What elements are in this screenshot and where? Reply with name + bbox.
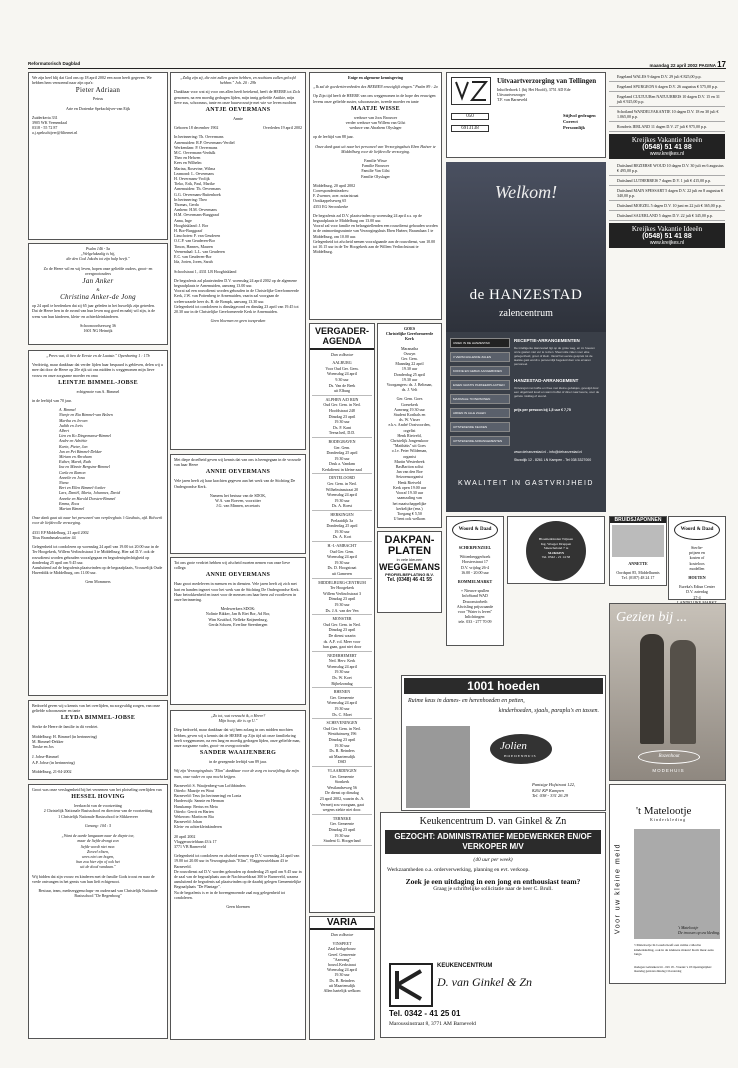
agenda-item: VLAARDINGEN Ger. Gemeente Sionkerk Westlandseweg 56 De dienst op dinsdag 23 april 2002, waarin ds. A. Vermeij zou voorgaan, gaat wegens ziekte niet door. bbox=[312, 767, 372, 815]
agenda-item: BODEGRAVEN Ger. Gem. Donderdag 25 april 19.30 uur Druk a. Vandam Kerkdienst in kleine zaal bbox=[312, 438, 372, 475]
woord-daad-houten: Woord & Daad Sterfte- prijzen en kosten of kosteloos modellen HOUTEN Eureka's Ediun Center D.V. zaterdag 27-4 bbox=[668, 516, 726, 600]
agenda-title: VERGADER-AGENDA bbox=[310, 324, 374, 350]
bloemen-ad: Bloemenbinden Trijssen Ing. Woeger Druppen Sinescheland 7 te SLIKKEN Tel. 0342 - 21 14 58 bbox=[507, 516, 605, 584]
hanzestad-feature: UNIEK IN DE HANZESTAD bbox=[450, 338, 510, 348]
obituary-waaijenberg: „Zo tot, wat verzacht ik, o Heere? Mijn hoop, die is op U." Diep bedroefd, maar dankbaar dat wij hem zolang in ons midden mochten hebben, geven wij u kennis dat de HEERE op Zijn tijd uit onze familiekring heeft weggenomen, na een lang en moedig gedragen lijden, onze geliefde man, onze zorgzame vader, groot- en overgrootvader SANDER WAAIJENBERG in de gezegende leeftijd van 89 jaar. Wij zijn Verzorgingshuis "Elim" dankbaar voor de zorg en toewijding die mijn man, onze vader en opa mocht krijgen. Barneveld: S. Waaijenberg-van Lofthbinders Otterlo: Maartje en Wout Barneveld: Teus (in herinnering) en Lonia Harderwijk: Sannie en Herman Hanskamp: Bertus en Meta Otterlo: Gerrit en Harten Wekerom: Martin en Ria Barneveld: Johan Klein- en achterkleinkinderen 20 april 2002 Vlaggeruwielduan 43 k 17 3771 VB Barneveld Gelegenheid tot condoleren en afscheid nemen op D.V. woensdag 24 april van 19.00 tot 20.00 uur in Verzorgingshuis "Elim", Vlaggeruwielduan 43 te Barneveld. De rouwdienst zal D.V. worden gehouden op donderdag 25 april om 9.45 uur in de zaal van de begraafplaats aan de Nachtsweldraat 300 te Barneveld, waarna aansluitend de begrafenis zal plaatsvinden op de daarbij gelegen Gemeentelijke Begraafplaats "De Plantage". Na de begrafenis is er in de bovengenoemde zaal nog gelegenheid tot condoleren. Geen bloemen bbox=[170, 710, 306, 1040]
travel-item: Engeland SPURGEON 6 dagen D.V. 26 augustus € 575,00 p.p. bbox=[609, 82, 725, 92]
obituary-bimmel: „Prees wat, ik ben de Eerste en de Laatste." Openbaring 1 : 17b Verdrietig, maar dankbaar dat verder lijden haar bespaard is gebleven, delen wij u mee dat door de Heere op 20e rijk uit ons midden is weggenomen mijn lieve vrouw en onze zorgzame moeder en oma LEINTJE BIMMEL-JOBSE echtgenote van A. Bimmel in de leeftijd van 70 jaar. A. Bimmel Nienje en Ria Bimmel-van Belzen Martha en Jeroen Judith en Joris Albert Lien en Ko Dingemanse-Bimmel Andre en Adriëtte Karin, Pieter, Jan Jan en Pei Bimmel-Dekker Miriam en Abraham Esther, Marek, Ruth Ina en Minnie Bergstra-Bimmel Carla en Ramon Annelie en Jona Niena Bert en Ellen Bimmel-Jonker Lars, Daniël, Maria, Johannes, David Anneke en Harold Dorsten-Bimmel Emma, Roos Marian Bimmel Onze dank gaat uit naar het personeel van verpleeghuis 't Gasthuis, afd. Bolwerk voor de liefdevolle verzorging. 4331 EP Middelburg, 21 april 2002 Titus Brandsmakwartier 44 Gelegenheid tot condoleren op woensdag 24 april van 19.00 tot 20.00 uur in de Ter Hoogekerk, Willem Verlinchstraat 3 te Middelburg. Hier zal D.V. ook de rouwdienst worden gehouden voorafgegaan en begrafenisplechtigheid op donderdag 25 april om 9.45 uur. Aansluitend zal de begrafenis plaatsvinden op de begraafplaats, Vrouwelijk Oude Havenblik te Middelburg, om 11.00 uur. Gem Mommers bbox=[28, 350, 168, 696]
agenda-item: DINTELOORD Ger. Gem. in Ned. Wilhelminastraat 20 Woensdag 24 april 19.30 uur Ds. A. Roest bbox=[312, 474, 372, 511]
page-header bbox=[28, 60, 726, 69]
travel-item: Duitsland MAIN SPESSART 5 dagen D.V. 22 juli en 8 augustus € 340,00 p.p. bbox=[609, 186, 725, 201]
agenda-item: MONSTER Oud Ger. Gem. in Ned. Dinsdag 23 april De dienst waarin ds. A.F. v.d. Meer voor hun gaan, gaat niet door bbox=[312, 615, 372, 652]
child-name: Pieter Adriaan bbox=[75, 86, 121, 95]
agenda-item: ALPHEN A/D RIJN Oud Ger. Gem. in Ned. Hoofdstraat 248 Dinsdag 23 april 19.30 uur Ds. F. Kant Teena heil, D.D. bbox=[312, 396, 372, 438]
child-photo bbox=[406, 726, 470, 808]
keukencentrum-heading: Keukencentrum D. van Ginkel & Zn bbox=[419, 816, 567, 827]
hanzestad-features bbox=[450, 338, 510, 450]
hanzestad-feature: MAXIMALE 70 PERSONEN bbox=[450, 394, 510, 404]
keukencentrum-ad: Keukencentrum D. van Ginkel & Zn GEZOCHT: ADMINISTRATIEF MEDEWERKER EN/OF VERKOPER M/V (40 uur per week) Werkzaamheden o.a. orderverwerking, planning en evt. verkoop. Zoek je een uitdaging in een jong en enthousiast team? Graag je schriftelijke sollicitatie naar de heer C. Brull. KEUKENCENTRUM D. van Ginkel & Zn Tel. 0342 - 41 25 01 Maroussinstraat 8, 3771 AM Barneveld bbox=[380, 812, 606, 1038]
girl-photo bbox=[634, 829, 720, 939]
obituary-annie-sdok: Met diepe droefheid geven wij kennis dat van ons is heengegaan in de vrouwde van haar Heere ANNIE OEVERMANS Vele jaren heeft zij haar krachten gegeven aan het werk van de Stichting De Ondergrondse Kerk. Namens het bestuur van de SDOK, W.A. van Boeven, voorzitter J.G. van Minnen, secretaris bbox=[170, 454, 306, 554]
hanzestad-feature: KOFFIE EN GEBAK AANGEBODEN bbox=[450, 366, 510, 376]
anniversary-announcement: Psalm 146 - 5a „Welgelukzalig is hij, die den God Jakobs tot zijn hulp heeft." Zo de Heere wil en wij leven, hopen onze geliefde ouders, groot- en overgrootouders Jan Anker & Christina Anker-de Jong op 24 april te herdenken dat zij 65 jaar geleden in het huwelijk zijn getreden. Dat de Heere hen in de avond van hun leven nog goed en nabij wil zijn, is de wens van hun kinderen, klein- en achterkleinkinderen. Schoonoordsesweg 36 1601 NG Heinrijk bbox=[28, 243, 168, 345]
model-figure-2 bbox=[670, 640, 696, 744]
matelootje-ad: 't Matelootje Kinderkleding Voor uw kleine meid 't Matelootje De troosen op uw kleding. 't Matelootje In Gouda heeft een ruime collectie kinderkleding, ook in de kleinere maten! Kom maar eens langs. Oudegen Gebruikers bit - 045 18 - Vrueder 's 18 Openingstijden: maandag gesloten dinsdag t/m zaterdag bbox=[609, 784, 726, 984]
agenda-item: AALBURG Voor Oud Ger. Gem. Woensdag 24 april 9.30 uur Ds. Van de Beek uit Elburg bbox=[312, 359, 372, 396]
travel-item: Engeland WALES 9 dagen D.V. 29 juli € 825,00 p.p. bbox=[609, 72, 725, 82]
page-info: maandag 22 april 2002 PAGINA 17 bbox=[649, 60, 726, 69]
travel-list-2 bbox=[609, 161, 725, 221]
vacancy-banner: GEZOCHT: ADMINISTRATIEF MEDEWERKER EN/OF VERKOPER M/V bbox=[385, 830, 601, 854]
hanzestad-name: de HANZESTAD bbox=[469, 287, 583, 303]
birth-announcement: We zijn heel blij dat God ons op 18 april 2002 een zoon heeft gegeven. We hebben hem vernoemd naar zijn opa's: Pieter Adriaan Petrus Arie en Dorienke Spekschijver-van Eijk Zuiderkeria 331 3905 WK Veenendaal 0318 - 55 72 87 a.j.spekschijver@filternet.nl bbox=[28, 72, 168, 240]
woord-daad-scherpenzeel: Woord & Daad SCHERPENZEEL Wittenberggerhoek Horsterstraat 17 D.V. vrijdag 26-4 16.00 - 20.00 uur ROMMELMARKT + Nieuwe spullen InfoStand WAD Draconstorbeth Afwisling prijswaande voor "Water is leven" Inlichtingen: tele. 033 - 277 70 09 bbox=[446, 516, 504, 646]
varia-box: VARIA Dan volksrtar VINSPEET Zaal kerkgebouw Geref. Gemeente "Aanvang" bouwl.Kerkstraat Woensdag 24 april 19.30 uur Ds. B. Reinders uit Maartensdijk Allen hartelijk welkom bbox=[309, 916, 375, 1040]
page-number: 17 bbox=[717, 60, 726, 69]
deceased-name: LEINTJE BIMMEL-JOBSE bbox=[58, 379, 138, 386]
agenda-list bbox=[310, 359, 374, 846]
welkom-text: Welkom! bbox=[494, 182, 558, 202]
kreijkes-ad bbox=[609, 72, 725, 512]
gezien-bij-ad: Gezien bij ... Rozenhout MODEHUIS bbox=[609, 603, 726, 781]
kreijkes-brand: Kreijkes Vakantie Ideeën (0548) 51 41 88 www.kreijkes.nl bbox=[609, 134, 725, 159]
travel-item: Schotland WANDELVAKANTIE 10 dagen D.V. 18 en 30 juli € 1.065,00 p.p. bbox=[609, 107, 725, 122]
travel-item: Rondreis IERLAND 11 dagen D.V. 27 juli € 975,00 p.p. bbox=[609, 122, 725, 132]
agenda-item: NEDERHEMERT Ned. Herv. Kerk Woensdag 24 april 19.30 uur Ds. W. Koet Bijbelzondag bbox=[312, 652, 372, 689]
keukencentrum-logo bbox=[389, 963, 433, 1007]
model-figure-1 bbox=[640, 634, 664, 744]
travel-item: Duitsland MOEZEL 5 dagen D.V. 10 juni en 22 juli € 365,00 p.p. bbox=[609, 201, 725, 211]
agenda-item: TERNEKE Ger. Gemeente Dinsdag 23 april 19.30 uur Student G. Hoogerland bbox=[312, 815, 372, 846]
goes-event: GOES Christelijke Gereformeerde Kerk Maranatha Ouwyn Ger. Gem. Maandag 22 april 19.30 uur Donderdag 25 april 19.30 uur Voorgangers: ds. J. Beltman, ds. J. Velt Ger. Gem. Goes Goesekerk Aanvang 19.30 uur Student Korthals en ds. W. Visser e.k.v. André Oostvoorden, orgelist Henk Rietveld, Christelijk Jongenskoor "Matthäüs" uit Goes o.l.v. Peter Wildeman, organist Martin Westerbeek BasBariton solist Jan van den Boe Seizoensorganist Henk Rietveld Kerk open 19.00 uur Vooraf 19.30 uur saamzaling van het maatschappelijke kerkelijke (enz.) Toegang € 5,50 U bent ook welkom bbox=[377, 323, 442, 528]
obituary-leyda: Bedroefd geven wij u kennis van het overlijden, na zorgvuldig zorgen, van onze geliefde schoonzuster en tante LEYDA BIMMEL-JOBSE Sterke de Heere de familie in dit verdriet. Middelburg: H. Bimmel (in herinnering) M. Bimmel-Dekker Tinske en Jos J. Jobse-Bimmel A.P. Jobse (in herinnering) Middelburg, 21-04-2002 bbox=[28, 700, 168, 780]
obituary-hoving: Groot was onze verslagenheid bij het vernemen van het plotseling overlijden van HESSEL HOVING leerkracht van de voortzetting 2 Christelijk Nationale Basisschool en directeur van de voortzetting 1 Christelijk Nationale Basisschool te Slikkerveer Genang: 104 : 5 „Want de aarde langzaam naar de diepte toe, maar de liefde drongt zon liefde wordt niet moe. Zoveel elisen, wees niet om bogen, hun zou hier zijn of ook het uit de dood vandaan." Wij bidden dat zijn vrouw en kinderen met de familie Gods troost en naar de vrede ontvangen in het gemis van hun lieft echtgenoot. Bestuur, team, medezeggenschaps- en ouderraad van Christelijk Nationale Basisschool "De Regenboog" bbox=[28, 784, 168, 1039]
agenda-item: RHENEN Ger. Gemeente Woensdag 24 april 19.30 uur Ds. C. Moet bbox=[312, 688, 372, 719]
tellingen-ad: Uitvaartverzorging van Tellingen Inhofferhoek 1 (bij Het Hoofd), 3751 AD Ede Uitvaartverzorger T.F. van Barneveld 050 6913138 Stijlvol gedragen Correct Persoonlijk bbox=[446, 72, 606, 158]
newspaper-title: Reformatorisch Dagblad bbox=[28, 61, 81, 66]
travel-item: Duitsland LUTHERREIS 7 dagen D.V. 1 juli € 415,00 p.p. bbox=[609, 176, 725, 186]
meeting-agenda: VERGADER-AGENDA Dan volksrtar AALBURG Voor Oud Ger. Gem. Woensdag 24 april 9.30 uur Ds. Van de Beek uit Elburg ALPHEN A/D RIJN Oud Ger. Gem. in Ned. Hoofdstraat 248 Dinsdag 23 april 19.30 uur Ds. F. Kant Teena heil, D.D. BODEGRAVEN Ger. Gem. Donderdag 25 april 19.30 uur Druk a. Vandam Kerkdienst in kleine zaal DINTELOORD Ger. Gem. in Ned. Wilhelminastraat 20 Woensdag 24 april 19.30 uur Ds. A. Roest HERKINGEN Prelaatdijk 3a Donderdag 25 april 19.30 uur Ds. A. Kort H.-I.-AMBACHT Oud Ger. Gem. Woensdag 24 april 19.30 uur Ds. D. Hoogstraat uit Gameren MIDDELBURG-CENTRUM Ter Hoogekerk Willem Verlinchstraat 3 Dinsdag 23 april 19.30 uur Ds. J.A. van der Ven MONSTER Oud Ger. Gem. in Ned. Dinsdag 23 april De dienst waarin ds. A.F. v.d. Meer voor hun gaan, gaat niet door NEDERHEMERT Ned. Herv. Kerk Woensdag 24 april 19.30 uur Ds. W. Koet Bijbelzondag RHENEN Ger. Gemeente Woensdag 24 april 19.30 uur Ds. C. Moet SCHEVENINGEN Oud Ger. Gem. in Ned. Westduinweg 196 Dinsdag 23 april 19.30 uur Ds. R. Reinders uit Maartensdijk DSD VLAARDINGEN Ger. Gemeente Sionkerk Westlandseweg 56 De dienst op dinsdag 23 april 2002, waarin ds. A. Vermeij zou voorgaan, gaat wegens ziekte niet door. TERNEKE Ger. Gemeente Dinsdag 23 april 19.30 uur Student G. Hoogerland bbox=[309, 323, 375, 913]
obituary-annie-colleagues: Tot ons grote verdriet hebben wij afscheid moeten nemen van onze lieve collega ANNIE OEVERMANS Haar groot medeleven in mensen en in diensten. Vele jaren heeft zij zich met hart en handen ingezet voor het werk van de Stichting De Ondergrondse Kerk. Haar betrokkenheid en inzet voor de mensen om haar heen zal voortleven in onze herinnering. Medewerkers SDOK: Nolinie Bikker, Jan & Riet Bor, Ad Bor, Wim Kruithof, Nelleke Knijnenburg, Gerda Schoen, Everline Steenbergen bbox=[170, 557, 306, 705]
agenda-item: SCHEVENINGEN Oud Ger. Gem. in Ned. Westduinweg 196 Dinsdag 23 april 19.30 uur Ds. R. Reinders uit Maartensdijk DSD bbox=[312, 719, 372, 767]
bruidsjaponnen-ad: BRUIDSJAPONNEN ANNETTE Oordspnt 85, Middelharnis Tel. (0187) 48 24 17 bbox=[609, 516, 667, 586]
hanzestad-ad: Welkom! de HANZESTAD zalencentrum UNIEK IN DE HANZESTAD 3 VERSCHILLENDE ZALEN KOFFIE EN GEBAK AANGEBODEN EIGEN GRATIS PARKEERPLAATSEN MAXIMALE 70 PERSONEN ARKEN IN ALLE ZALEN UITSTEKENDE KEUKEN UITSTEKENDE ARRANGEMENTEN RECEPTIE-ARRANGEMENTEN De intelligente Hanzestad ligt op de grote weg, en zo hoeven onze gasten niet ver te reizen. Sfeervolle zalen voor elke gelegenheid, groot of klein. Vanaf het eerste gesprek tot de laatste gast wordt u persoonlijk begeleid door ons ervaren personeel. HANZESTAD-ARRANGEMENT Ontvangst met koffie en thee met kleine gebakjes, gevolgd door een uitgebreid koud en warm buffet of diner naar keuze, voor de gehele middag of avond. prijs per persoon bij 1,5 uur € 7,75 www.dehanzestad.nl - info@dehanzestad.nl Stuwdijk 12 - 8261 LN Kampen - Tel 038 3327000 KWALITEIT IN GASTVRIJHEID bbox=[446, 162, 606, 512]
hanzestad-feature: UITSTEKENDE ARRANGEMENTEN bbox=[450, 436, 510, 446]
hanzestad-feature: EIGEN GRATIS PARKEERPLAATSEN bbox=[450, 380, 510, 390]
obituary-antje: „Zalig zijn zij, die niet zullen gezien hebben, en nochtans zullen geloofd hebben." Joh. 20 : 29b Dankbaar voor wat zij voor ons allen heeft betekend, heeft de HEERE tot Zich genomen, na een moedig gedragen lijden, mijn innig geliefde Antikie, mijn lieve zus, schoonzus, tante en onze buurvrouwtje met wie we leven mochten ANTJE OEVERMANS Annie Geboren 18 december 1902 Overleden 19 april 2002 In herinnering: Th. Oevermans Arnemuiden: R.P. Oevermans-Verdiel Werkendam: P. Oevermans M.C. Oevermans-Verdulk Theo en Helwen Kees en Wilhelm Marina, Rosevine, Wilma Leamond: L. Oevermans H. Oevermans-Vrolijk Tieko, Erik, Paul, Marike Arnemuiden: Th. Oevermans G.G. Oevermans-Buitenhoek In herinnering: Theo Thomas, Gerda Arnhem: H.M. Oevermans H.M. Oevermans-Burggraaf Anna, Inge Hooghiskland: J. Bor H. Bor-Burggraaf Linschoten: F. van Geuderen O.C.P. van Geuderen-Bor Timon, Hannes, Maaren Veenendaal: L.L. van Geuderen E.C. van Geuderen-Bor Ida, Jorien, Joren, Sarah Schoolstraat 1, 4331 LB Hooghiskland De begrafenis zal plaatsvinden D.V. woensdag 24 april 2002 op de algemene begraafplaats te Arnemuiden, aanvang 13.00 uur. Voorai zal een rouwdienst worden gehouden in de Christelijke Gereformeerde Kerk, J.W. van Pottenberg te Arnemuiden, vaarin zal voorgaan de weleerwaarde heer ds. B. de Bompk, aanvang 13.30 uur. Gelegenheid tot condoleren is dinsdagavond en dinsdag 23 april van 19.45 tot 20.30 uur in de Christelijke Gereformeerde Kerk te Arnemuiden. Geen bloemen en geen toespraken bbox=[170, 72, 306, 450]
tellingen-logo bbox=[451, 77, 491, 105]
hanzestad-feature: UITSTEKENDE KEUKEN bbox=[450, 422, 510, 432]
hanzestad-feature: ARKEN IN ALLE ZALEN bbox=[450, 408, 510, 418]
agenda-item: H.-I.-AMBACHT Oud Ger. Gem. Woensdag 24 april 19.30 uur Ds. D. Hoogstraat uit Gameren bbox=[312, 542, 372, 579]
agenda-item: HERKINGEN Prelaatdijk 3a Donderdag 25 april 19.30 uur Ds. A. Kort bbox=[312, 511, 372, 542]
dakpan-ad: DAKPAN- PLATEN in vele kleuren WEGGEMANS PROFIELBEPLATING B.V. Tel. (0348) 46 41 55 bbox=[377, 531, 442, 613]
obituary-wisse: Enige en algemene kennisgeving „Ik zal de goedertierenheden des HEEREN eeuwiglijk zingen." Psalm 89 : 2a Op Zijn tijd heeft de HEERE van ons weggenomen in de hope des eeuwigen levens onze geliefde zuster, schoonzuster, tweede moeder en tante MAATJE WISSE weduwe van Joos Brouwer verder weduwe van Willem van Gilst weduwe van Abrahem Olyslager op de leeftijd van 88 jaar. Onze dank gaat uit naar het personeel van Verzorgingshuis Eben Haëzer te Middelburg voor de liefdevolle verzorging. Familie Wisse Familie Brouwer Familie Van Gilst Familie Olyslager Middelburg, 20 april 2002 Correspondentieadres: F. Zwemer, acer. notaristraat Oostkappelseweg 65 4353 EG Serooskerke De begrafenis zal D.V. plaatsvinden op woensdag 24 april a.s. op de begraafplaats te Middelburg om 13.00 uur. Vooraf zal voor familie en belangstellenden een rouwdienst gehouden worden in de ontmoetingsruimte van Verzorgingshuis Eben Haëzer, Braamlaan 1 te Middelburg, om 10.00 uur. Gelegenheid tot afscheid nemen voorafgaande aan de rouwdienst, van 10.00 tot 10.15 uur in de Ter Hoogekerk aan de Willem Verlinchstraat te Middelburg. bbox=[309, 72, 442, 320]
travel-item: Duitsland BEZIERSE WOUD 10 dagen D.V. 30 juli en 6 augustus € 495,00 p.p. bbox=[609, 161, 725, 176]
kreijkes-brand-2: Kreijkes Vakantie Ideeën (0548) 51 41 88 www.kreijkes.nl bbox=[609, 223, 725, 248]
bride-photo bbox=[612, 525, 664, 557]
travel-list-1 bbox=[609, 72, 725, 132]
hanzestad-feature: 3 VERSCHILLENDE ZALEN bbox=[450, 352, 510, 362]
travel-item: Duitsland SAUERLAND 5 dagen D.V. 22 juli € 345,00 p.p. bbox=[609, 211, 725, 221]
agenda-item: MIDDELBURG-CENTRUM Ter Hoogekerk Willem Verlinchstraat 3 Dinsdag 23 april 19.30 uur Ds. J.A. van der Ven bbox=[312, 579, 372, 616]
travel-item: Engeland CULTUURen NATUURREIS 10 dagen D.V. 15 en 31 juli € 925,00 p.p. bbox=[609, 92, 725, 107]
jolien-ad: 1001 hoeden Ruime keus in dames- en herenhoeden en petten, kinderhoeden, sjaals, paraplu's en tassen. Jolien HOEDENHUIS Pantsige Hofstraat 122, 8261 KP Kampen Tel. 038 - 331 26 29 bbox=[401, 675, 606, 811]
